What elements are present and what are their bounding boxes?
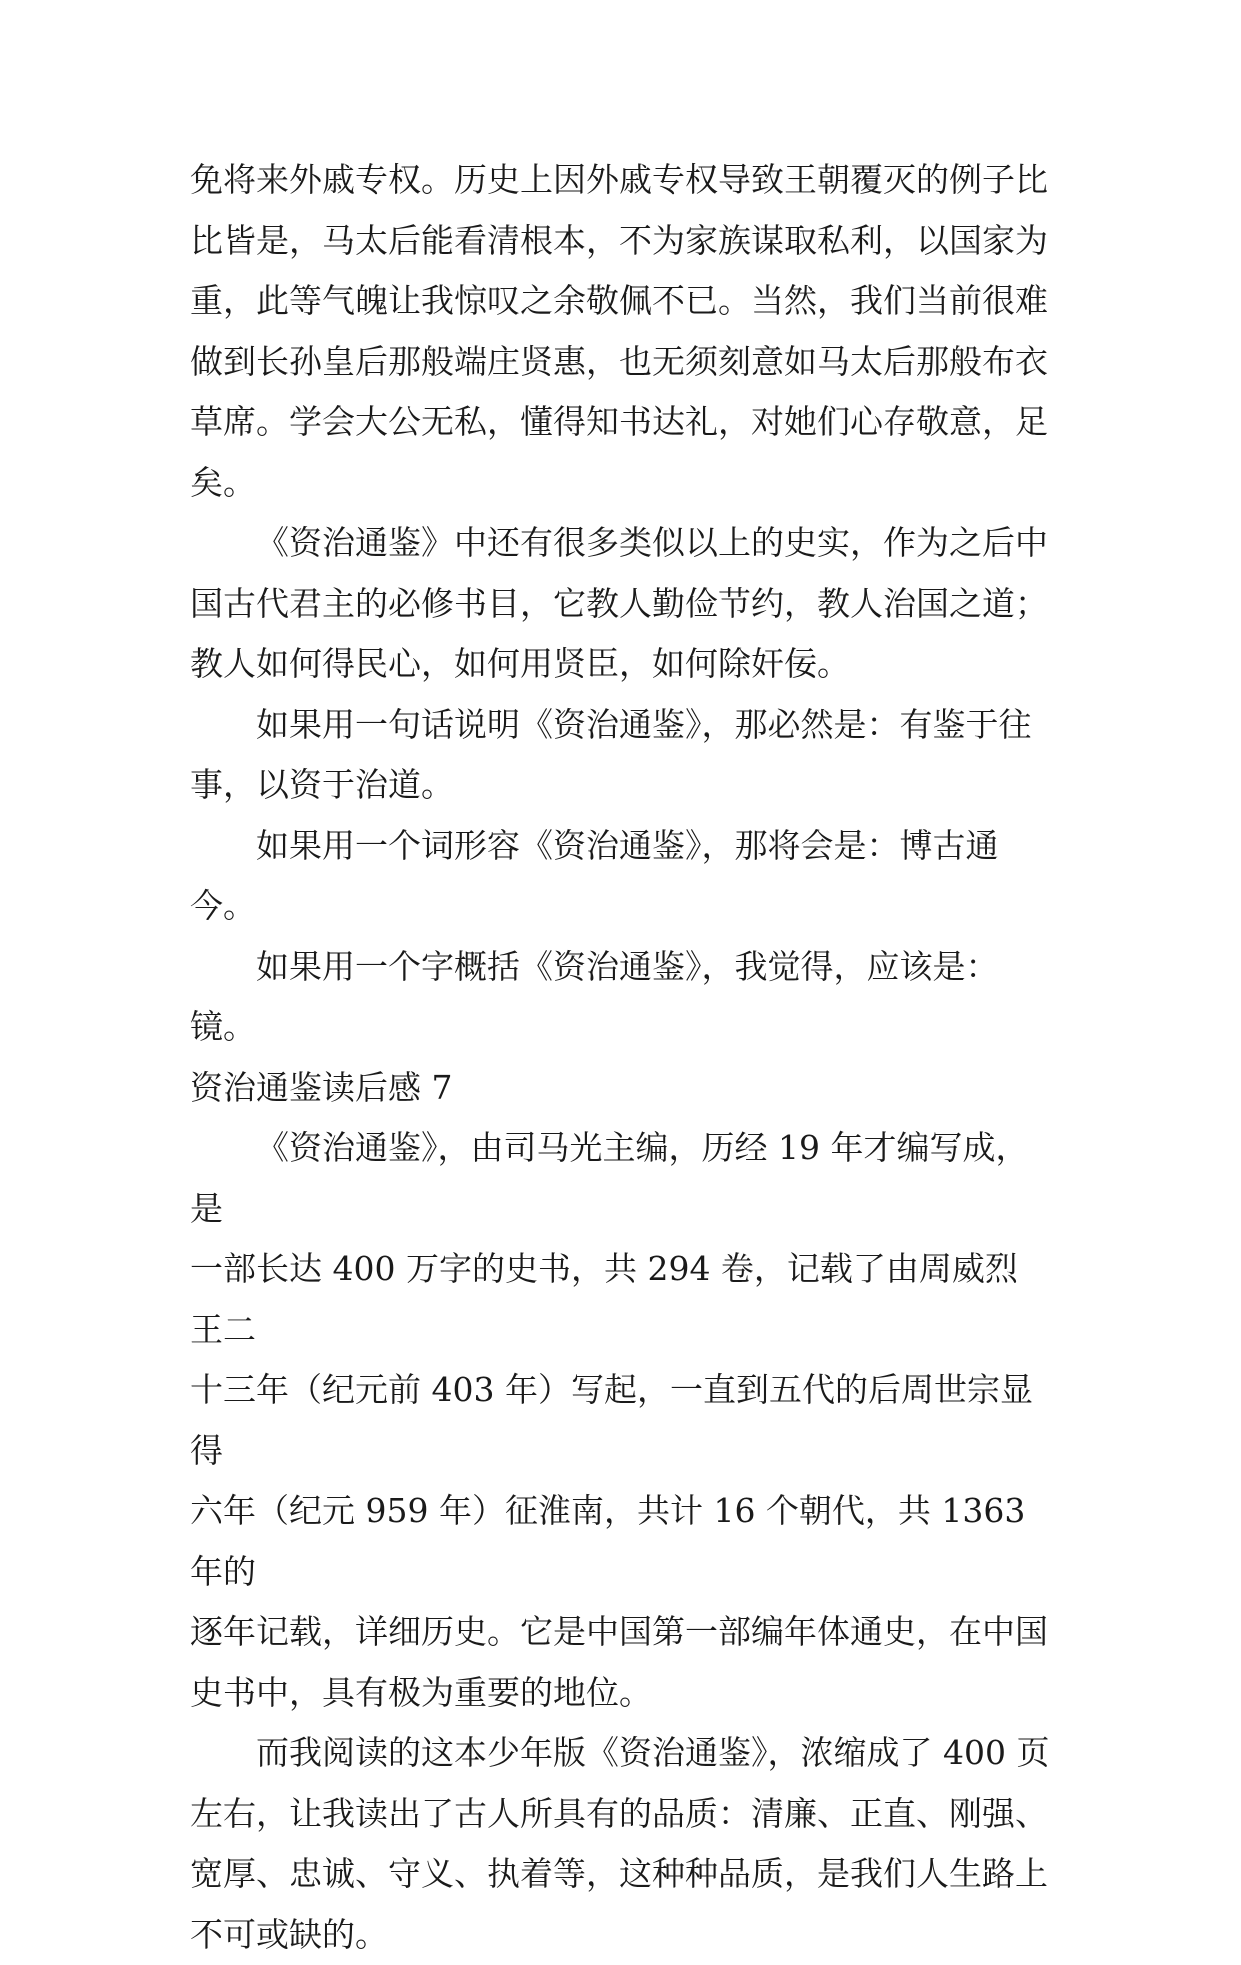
text-line: 不可或缺的。 <box>190 1905 1050 1965</box>
paragraph <box>190 1723 1050 1965</box>
paragraph <box>190 150 1050 513</box>
text-line: 一部长达 400 万字的史书，共 294 卷，记载了由周威烈王二 <box>190 1239 1050 1360</box>
text-line: 事，以资于治道。 <box>190 755 1050 816</box>
text-line: 做到长孙皇后那般端庄贤惠，也无须刻意如马太后那般布衣 <box>190 332 1050 393</box>
text-line: 免将来外戚专权。历史上因外戚专权导致王朝覆灭的例子比 <box>190 150 1050 211</box>
text-line: 如果用一个字概括《资治通鉴》，我觉得，应该是：镜。 <box>190 937 1050 1058</box>
text-line: 比皆是，马太后能看清根本，不为家族谋取私利，以国家为 <box>190 211 1050 272</box>
text-line: 矣。 <box>190 453 1050 514</box>
text-line: 如果用一句话说明《资治通鉴》，那必然是：有鉴于往 <box>190 695 1050 756</box>
text-line: 史书中，具有极为重要的地位。 <box>190 1663 1050 1724</box>
text-line: 《资治通鉴》，由司马光主编，历经 19 年才编写成，是 <box>190 1118 1050 1239</box>
text-line: 重，此等气魄让我惊叹之余敬佩不已。当然，我们当前很难 <box>190 271 1050 332</box>
text-line: 而我阅读的这本少年版《资治通鉴》，浓缩成了 400 页 <box>190 1723 1050 1784</box>
section-heading: 资治通鉴读后感 7 <box>190 1058 1050 1119</box>
paragraph <box>190 513 1050 695</box>
text-line: 《资治通鉴》中还有很多类似以上的史实，作为之后中 <box>190 513 1050 574</box>
document-page <box>190 150 1050 1965</box>
paragraph <box>190 816 1050 937</box>
paragraph <box>190 695 1050 816</box>
text-line: 十三年（纪元前 403 年）写起，一直到五代的后周世宗显得 <box>190 1360 1050 1481</box>
paragraph <box>190 1118 1050 1723</box>
paragraph <box>190 937 1050 1058</box>
text-line: 教人如何得民心，如何用贤臣，如何除奸佞。 <box>190 634 1050 695</box>
text-line: 如果用一个词形容《资治通鉴》，那将会是：博古通今。 <box>190 816 1050 937</box>
document-body-part-a <box>190 150 1050 1058</box>
text-line: 左右，让我读出了古人所具有的品质：清廉、正直、刚强、 <box>190 1784 1050 1845</box>
text-line: 六年（纪元 959 年）征淮南，共计 16 个朝代，共 1363 年的 <box>190 1481 1050 1602</box>
text-line: 国古代君主的必修书目，它教人勤俭节约，教人治国之道； <box>190 574 1050 635</box>
text-line: 草席。学会大公无私，懂得知书达礼，对她们心存敬意，足 <box>190 392 1050 453</box>
text-line: 逐年记载，详细历史。它是中国第一部编年体通史，在中国 <box>190 1602 1050 1663</box>
document-body-part-b <box>190 1118 1050 1965</box>
text-line: 宽厚、忠诚、守义、执着等，这种种品质，是我们人生路上 <box>190 1844 1050 1905</box>
